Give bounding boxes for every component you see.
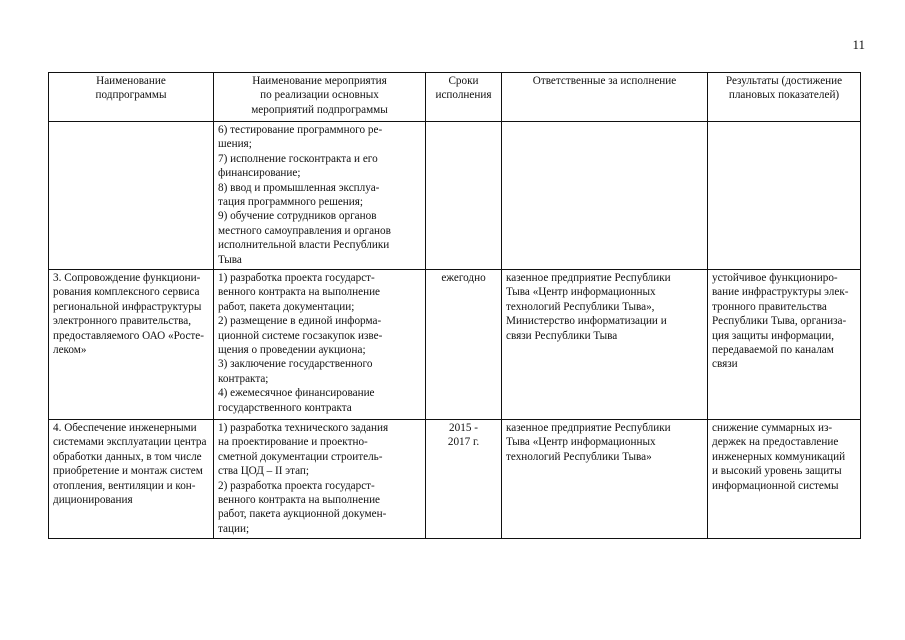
cell-activity [214,270,426,420]
text-line: 1) разработка технического задания [218,422,389,434]
cell-results [708,420,861,539]
text-line: ционной системе госзакупок изве- [218,329,383,342]
cell-activity [214,122,426,270]
text-line: Сроки [448,75,479,87]
text-line: Министерство информатизации и [506,315,667,328]
cell-responsible [502,270,708,420]
text-line: тации; [218,522,250,535]
table-row [49,122,861,270]
text-line: ция защиты информации, [712,329,835,342]
cell-terms [426,122,502,270]
text-line: исполнения [435,89,492,102]
cell-responsible [502,420,708,539]
text-line: щения о проведении аукциона; [218,344,366,357]
text-line: приобретение и монтаж систем [53,465,203,478]
text-line: 2017 г. [447,436,480,449]
text-line: устойчивое функциониро- [712,272,838,284]
text-line: предоставляемого ОАО «Росте- [53,329,204,342]
text-line: 3) заключение государственного [218,358,373,371]
text-line: ства ЦОД – II этап; [218,465,310,478]
text-line: мероприятий подпрограммы [251,103,388,116]
text-line: 4) ежемесячное финансирование [218,387,375,400]
text-line: держек на предоставление [712,436,839,449]
text-line: тронного правительства [712,300,827,313]
text-line: 4. Обеспечение инженерными [53,422,197,434]
cell-terms [426,420,502,539]
table-header-row [49,73,861,122]
text-line: Тыва «Центр информационных [506,286,656,299]
text-line: связи Республики Тыва [506,329,618,342]
text-line: 3. Сопровождение функциони- [53,272,201,284]
text-line: Ответственные за исполнение [532,75,677,87]
header-subprogram [49,73,214,122]
page-number: 11 [852,37,865,52]
text-line: 8) ввод и промышленная эксплуа- [218,181,380,194]
header-results [708,73,861,122]
text-line: 1) разработка проекта государст- [218,272,375,284]
text-line: Наименование [96,75,166,87]
header-terms [426,73,502,122]
text-line: рования комплексного сервиса [53,286,200,299]
text-line: 2) разработка проекта государст- [218,479,375,492]
text-line: на проектирование и проектно- [218,436,368,449]
text-line: местного самоуправления и органов [218,224,391,237]
text-line: вание инфраструктуры элек- [712,286,849,299]
text-line: электронного правительства, [53,315,192,328]
text-line: государственного контракта [218,401,352,414]
text-line: Результаты (достижение [725,75,843,87]
text-line: Республики Тыва, организа- [712,315,847,328]
text-line: плановых показателей) [728,89,840,102]
text-line: Наименование мероприятия [252,75,387,87]
text-line: контракта; [218,372,269,385]
text-line: отопления, вентиляции и кон- [53,479,196,492]
text-line: технологий Республики Тыва», [506,300,655,313]
text-line: связи [712,358,738,371]
text-line: работ, пакета аукционной докумен- [218,508,387,521]
cell-results [708,122,861,270]
text-line: работ, пакета документации; [218,300,355,313]
activities-table [48,72,861,539]
text-line: по реализации основных [260,89,379,102]
text-line: подпрограммы [95,89,167,102]
text-line: 9) обучение сотрудников органов [218,210,377,223]
table-row [49,270,861,420]
text-line: обработки данных, в том числе [53,450,202,463]
text-line: сметной документации строитель- [218,450,383,463]
text-line: Тыва [218,253,242,266]
text-line: региональной инфраструктуры [53,300,202,313]
text-line: тация программного решения; [218,196,364,209]
text-line: передаваемой по каналам [712,344,834,357]
text-line: и высокий уровень защиты [712,465,842,478]
header-responsible [502,73,708,122]
text-line: инженерных коммуникаций [712,450,846,463]
text-line: технологий Республики Тыва» [506,450,652,463]
text-line: 2015 - [449,422,478,434]
cell-subprogram [49,270,214,420]
header-activity [214,73,426,122]
text-line: шения; [218,138,252,151]
text-line: 2) размещение в единой информа- [218,315,382,328]
text-line: 7) исполнение госконтракта и его [218,152,378,165]
text-line: казенное предприятие Республики [506,272,671,284]
text-line: снижение суммарных из- [712,422,833,434]
text-line: диционирования [53,494,133,507]
text-line: исполнительной власти Республики [218,239,390,252]
text-line: леком» [53,344,87,357]
text-line: венного контракта на выполнение [218,494,381,507]
text-line: Тыва «Центр информационных [506,436,656,449]
text-line: казенное предприятие Республики [506,422,671,434]
text-line: финансирование; [218,167,301,180]
text-line: венного контракта на выполнение [218,286,381,299]
table-row [49,420,861,539]
text-line: системами эксплуатации центра [53,436,207,449]
cell-terms [426,270,502,420]
text-line: информационной системы [712,479,839,492]
cell-subprogram [49,122,214,270]
cell-subprogram [49,420,214,539]
text-line: ежегодно [441,272,486,284]
cell-activity [214,420,426,539]
cell-responsible [502,122,708,270]
text-line: 6) тестирование программного ре- [218,124,383,136]
cell-results [708,270,861,420]
